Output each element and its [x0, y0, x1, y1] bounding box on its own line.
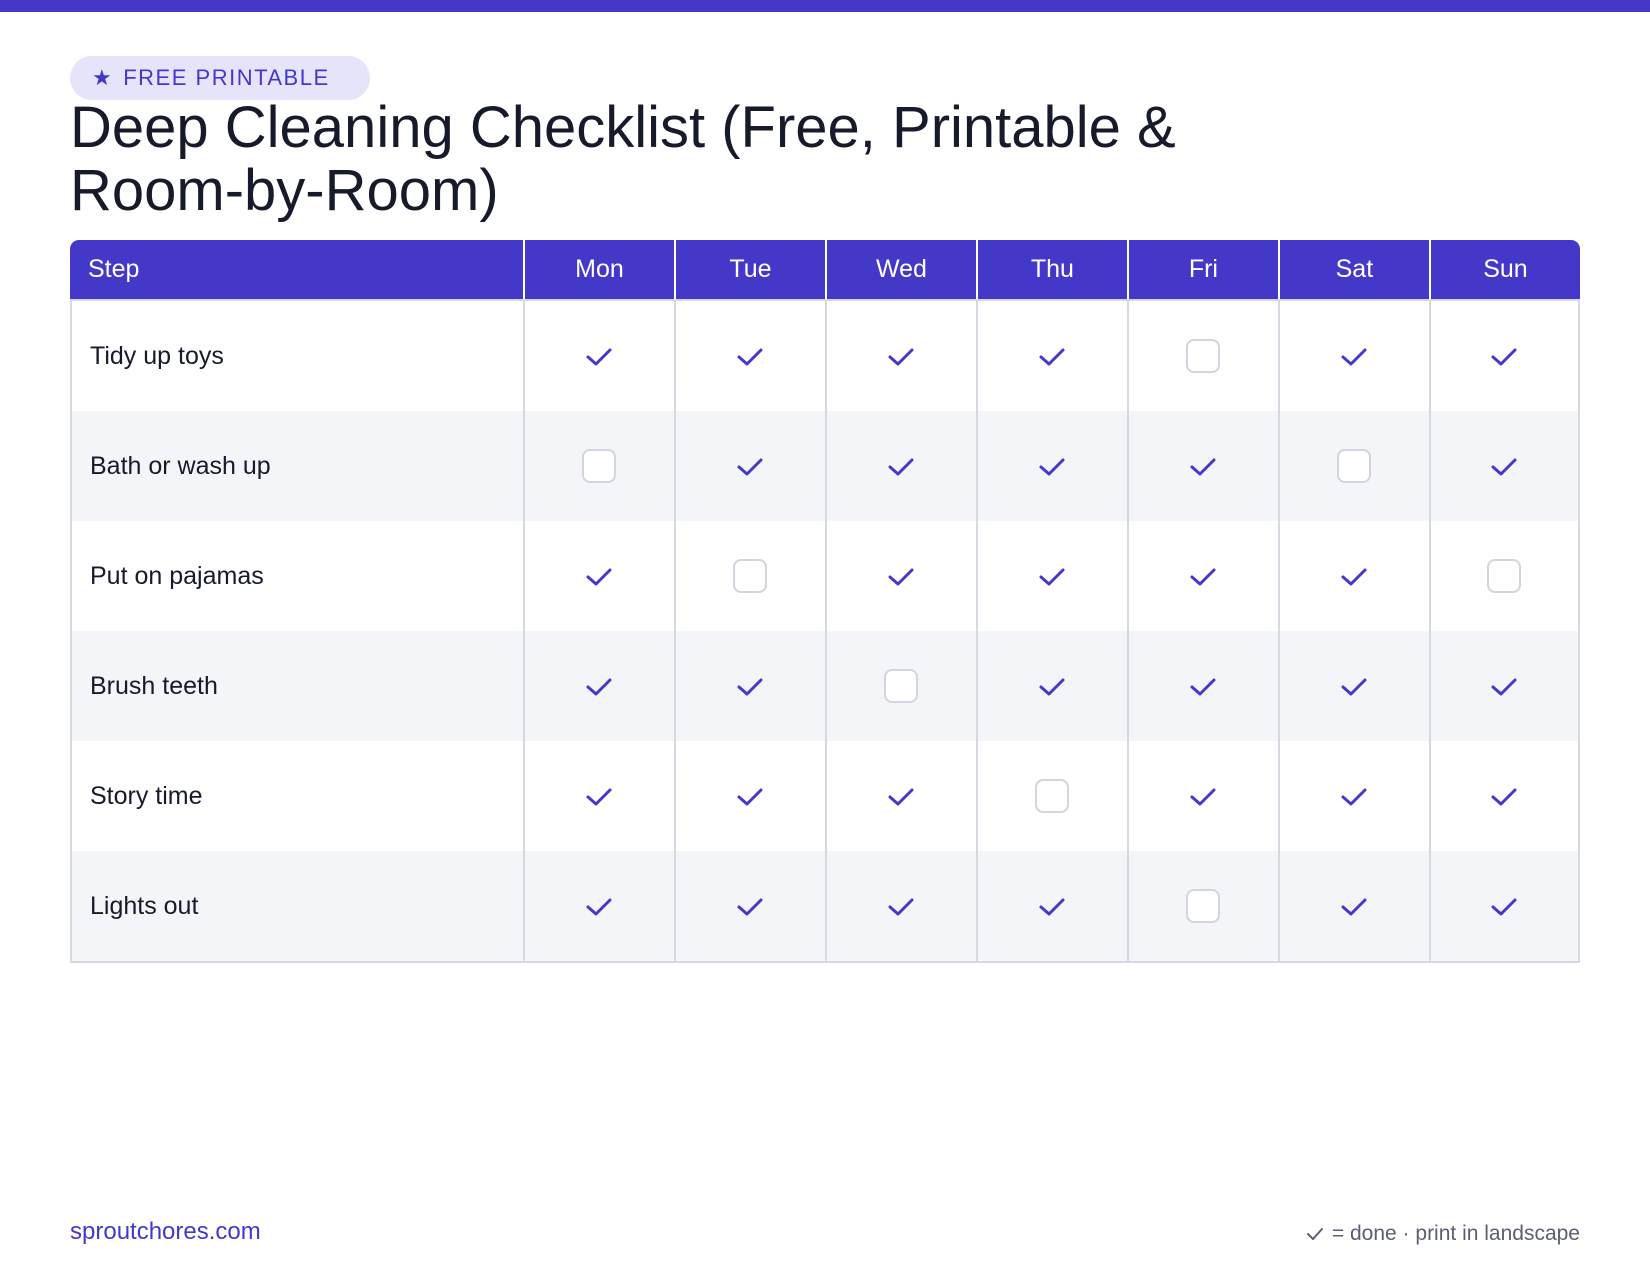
check-icon [1189, 786, 1217, 808]
cell-sun[interactable] [1429, 741, 1580, 851]
cell-wed[interactable] [825, 851, 976, 963]
check-icon [1490, 456, 1518, 478]
cell-wed[interactable] [825, 521, 976, 631]
empty-checkbox[interactable] [1487, 559, 1521, 593]
check-icon [585, 346, 613, 368]
cell-tue[interactable] [674, 631, 825, 741]
column-header-thu: Thu [976, 240, 1127, 299]
cell-fri[interactable] [1127, 851, 1278, 963]
check-icon [1340, 896, 1368, 918]
cell-sat[interactable] [1278, 521, 1429, 631]
cell-sun[interactable] [1429, 521, 1580, 631]
cell-wed[interactable] [825, 741, 976, 851]
table-row [70, 851, 1580, 963]
table-row [70, 299, 1580, 411]
empty-checkbox[interactable] [884, 669, 918, 703]
cell-thu[interactable] [976, 411, 1127, 521]
cell-mon[interactable] [523, 299, 674, 411]
empty-checkbox[interactable] [1186, 339, 1220, 373]
check-icon [736, 786, 764, 808]
step-label: Put on pajamas [70, 521, 523, 631]
legend-note [1306, 1222, 1580, 1246]
cell-fri[interactable] [1127, 631, 1278, 741]
table-row [70, 631, 1580, 741]
check-icon [1038, 676, 1066, 698]
legend-text: = done · print in landscape [1331, 1222, 1580, 1245]
check-icon [1340, 566, 1368, 588]
free-printable-badge [70, 56, 370, 100]
cell-sat[interactable] [1278, 411, 1429, 521]
column-header-sun: Sun [1429, 240, 1580, 299]
column-header-wed: Wed [825, 240, 976, 299]
header-row [70, 240, 1580, 299]
check-icon [1340, 676, 1368, 698]
check-icon [736, 896, 764, 918]
empty-checkbox[interactable] [1337, 449, 1371, 483]
column-header-mon: Mon [523, 240, 674, 299]
check-icon [1340, 346, 1368, 368]
check-icon [736, 346, 764, 368]
column-header-step: Step [70, 240, 523, 299]
site-link[interactable]: sproutchores.com [70, 1218, 261, 1245]
cell-mon[interactable] [523, 631, 674, 741]
cell-sun[interactable] [1429, 851, 1580, 963]
step-label: Bath or wash up [70, 411, 523, 521]
empty-checkbox[interactable] [582, 449, 616, 483]
badge-label: FREE PRINTABLE [123, 65, 330, 90]
star-icon: ★ [92, 65, 114, 90]
cell-sun[interactable] [1429, 299, 1580, 411]
cell-tue[interactable] [674, 851, 825, 963]
check-icon [887, 896, 915, 918]
check-icon [1306, 1227, 1324, 1241]
check-icon [585, 566, 613, 588]
check-icon [585, 786, 613, 808]
cell-sat[interactable] [1278, 741, 1429, 851]
check-icon [887, 566, 915, 588]
cell-tue[interactable] [674, 411, 825, 521]
check-icon [736, 676, 764, 698]
cell-sun[interactable] [1429, 411, 1580, 521]
cell-thu[interactable] [976, 741, 1127, 851]
check-icon [887, 456, 915, 478]
step-label: Tidy up toys [70, 299, 523, 411]
empty-checkbox[interactable] [1035, 779, 1069, 813]
table-row [70, 741, 1580, 851]
cell-tue[interactable] [674, 741, 825, 851]
cell-sun[interactable] [1429, 631, 1580, 741]
check-icon [585, 896, 613, 918]
column-header-fri: Fri [1127, 240, 1278, 299]
cell-wed[interactable] [825, 631, 976, 741]
check-icon [1038, 896, 1066, 918]
empty-checkbox[interactable] [733, 559, 767, 593]
cell-mon[interactable] [523, 521, 674, 631]
step-label: Lights out [70, 851, 523, 963]
cell-tue[interactable] [674, 299, 825, 411]
cell-mon[interactable] [523, 411, 674, 521]
check-icon [1490, 346, 1518, 368]
check-icon [1038, 456, 1066, 478]
column-header-sat: Sat [1278, 240, 1429, 299]
check-icon [1490, 676, 1518, 698]
check-icon [736, 456, 764, 478]
cell-sat[interactable] [1278, 851, 1429, 963]
check-icon [1189, 456, 1217, 478]
check-icon [1189, 676, 1217, 698]
step-label: Story time [70, 741, 523, 851]
cell-wed[interactable] [825, 411, 976, 521]
cell-sat[interactable] [1278, 631, 1429, 741]
check-icon [1340, 786, 1368, 808]
check-icon [1189, 566, 1217, 588]
cell-fri[interactable] [1127, 521, 1278, 631]
check-icon [1038, 566, 1066, 588]
cell-thu[interactable] [976, 631, 1127, 741]
cell-fri[interactable] [1127, 411, 1278, 521]
check-icon [1038, 346, 1066, 368]
step-label: Brush teeth [70, 631, 523, 741]
cell-thu[interactable] [976, 851, 1127, 963]
table-row [70, 411, 1580, 521]
cell-fri[interactable] [1127, 741, 1278, 851]
page-title: Deep Cleaning Checklist (Free, Printable & Room-by-Room) [70, 95, 1176, 223]
checklist-table [70, 240, 1580, 963]
cell-wed[interactable] [825, 299, 976, 411]
check-icon [1490, 896, 1518, 918]
cell-mon[interactable] [523, 741, 674, 851]
top-accent-bar [0, 0, 1650, 12]
cell-thu[interactable] [976, 521, 1127, 631]
cell-fri[interactable] [1127, 299, 1278, 411]
check-icon [887, 346, 915, 368]
cell-thu[interactable] [976, 299, 1127, 411]
cell-tue[interactable] [674, 521, 825, 631]
check-icon [1490, 786, 1518, 808]
check-icon [887, 786, 915, 808]
cell-mon[interactable] [523, 851, 674, 963]
check-icon [585, 676, 613, 698]
column-header-tue: Tue [674, 240, 825, 299]
cell-sat[interactable] [1278, 299, 1429, 411]
empty-checkbox[interactable] [1186, 889, 1220, 923]
table-row [70, 521, 1580, 631]
